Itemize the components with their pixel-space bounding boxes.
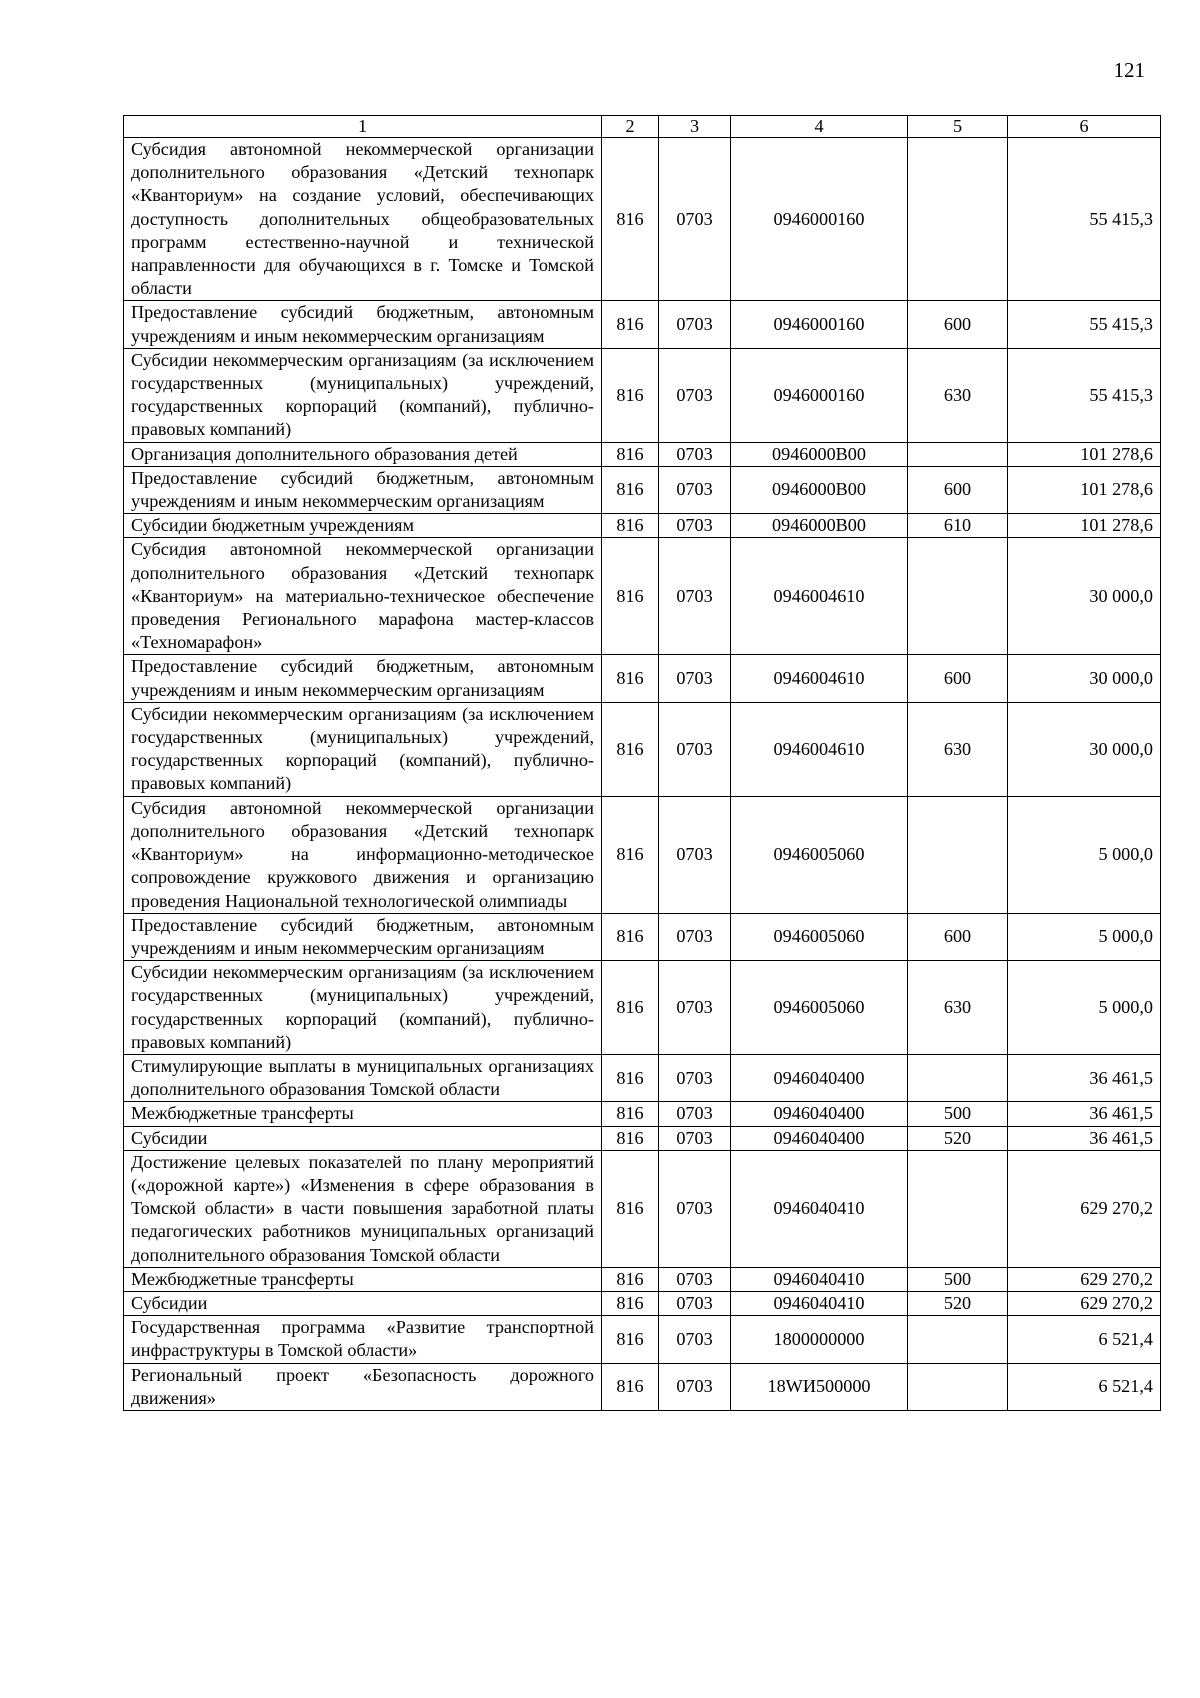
ministry-code-cell: 816 xyxy=(602,1363,659,1410)
expense-type-cell xyxy=(908,1363,1008,1410)
item-name-cell: Субсидия автономной некоммерческой организации дополнительного образования «Детский технопарк «Кванториум» на материально-техническое обеспечение проведения Регионального марафона мастер-классов «Техномарафон» xyxy=(124,538,602,655)
section-code-cell: 0703 xyxy=(659,796,731,913)
budget-table xyxy=(123,115,1161,1411)
item-name-cell: Предоставление субсидий бюджетным, автономным учреждениям и иным некоммерческим организациям xyxy=(124,655,602,702)
amount-cell: 55 415,3 xyxy=(1008,138,1161,301)
ministry-code-cell: 816 xyxy=(602,1102,659,1126)
expense-type-cell: 630 xyxy=(908,961,1008,1055)
target-article-cell: 0946040410 xyxy=(731,1150,908,1267)
amount-cell: 36 461,5 xyxy=(1008,1126,1161,1150)
ministry-code-cell: 816 xyxy=(602,961,659,1055)
table-row xyxy=(124,702,1161,796)
section-code-cell: 0703 xyxy=(659,1102,731,1126)
target-article-cell: 0946004610 xyxy=(731,655,908,702)
target-article-cell: 0946040410 xyxy=(731,1291,908,1315)
ministry-code-cell: 816 xyxy=(602,913,659,960)
expense-type-cell xyxy=(908,442,1008,466)
section-code-cell: 0703 xyxy=(659,913,731,960)
expense-type-cell xyxy=(908,796,1008,913)
expense-type-cell xyxy=(908,1150,1008,1267)
section-code-cell: 0703 xyxy=(659,514,731,538)
expense-type-cell: 520 xyxy=(908,1291,1008,1315)
target-article-cell: 0946040400 xyxy=(731,1054,908,1101)
ministry-code-cell: 816 xyxy=(602,514,659,538)
section-code-cell: 0703 xyxy=(659,301,731,348)
ministry-code-cell: 816 xyxy=(602,301,659,348)
amount-cell: 101 278,6 xyxy=(1008,442,1161,466)
amount-cell: 36 461,5 xyxy=(1008,1102,1161,1126)
header-cell-3: 3 xyxy=(659,116,731,138)
section-code-cell: 0703 xyxy=(659,348,731,442)
amount-cell: 629 270,2 xyxy=(1008,1267,1161,1291)
amount-cell: 30 000,0 xyxy=(1008,538,1161,655)
item-name-cell: Предоставление субсидий бюджетным, автономным учреждениям и иным некоммерческим организациям xyxy=(124,913,602,960)
amount-cell: 36 461,5 xyxy=(1008,1054,1161,1101)
expense-type-cell: 600 xyxy=(908,655,1008,702)
item-name-cell: Стимулирующие выплаты в муниципальных организациях дополнительного образования Томской области xyxy=(124,1054,602,1101)
table-row xyxy=(124,655,1161,702)
ministry-code-cell: 816 xyxy=(602,1316,659,1363)
table-row xyxy=(124,514,1161,538)
ministry-code-cell: 816 xyxy=(602,1150,659,1267)
ministry-code-cell: 816 xyxy=(602,1291,659,1315)
expense-type-cell xyxy=(908,1054,1008,1101)
amount-cell: 5 000,0 xyxy=(1008,796,1161,913)
table-row xyxy=(124,1291,1161,1315)
item-name-cell: Субсидии xyxy=(124,1291,602,1315)
target-article-cell: 0946000В00 xyxy=(731,442,908,466)
section-code-cell: 0703 xyxy=(659,1363,731,1410)
target-article-cell: 0946000160 xyxy=(731,301,908,348)
table-row xyxy=(124,961,1161,1055)
section-code-cell: 0703 xyxy=(659,655,731,702)
amount-cell: 6 521,4 xyxy=(1008,1363,1161,1410)
table-row xyxy=(124,538,1161,655)
target-article-cell: 0946000В00 xyxy=(731,514,908,538)
amount-cell: 30 000,0 xyxy=(1008,702,1161,796)
page-number: 121 xyxy=(1113,58,1145,82)
ministry-code-cell: 816 xyxy=(602,466,659,513)
table-row xyxy=(124,796,1161,913)
header-cell-1: 1 xyxy=(124,116,602,138)
item-name-cell: Субсидии некоммерческим организациям (за исключением государственных (муниципальных) учреждений, государственных корпораций (компаний), публично-правовых компаний) xyxy=(124,961,602,1055)
item-name-cell: Субсидии некоммерческим организациям (за исключением государственных (муниципальных) учреждений, государственных корпораций (компаний), публично-правовых компаний) xyxy=(124,348,602,442)
expense-type-cell: 630 xyxy=(908,348,1008,442)
section-code-cell: 0703 xyxy=(659,1316,731,1363)
expense-type-cell: 520 xyxy=(908,1126,1008,1150)
target-article-cell: 0946005060 xyxy=(731,796,908,913)
table-row xyxy=(124,466,1161,513)
ministry-code-cell: 816 xyxy=(602,538,659,655)
expense-type-cell: 630 xyxy=(908,702,1008,796)
table-body xyxy=(124,116,1161,1411)
target-article-cell: 0946040400 xyxy=(731,1102,908,1126)
section-code-cell: 0703 xyxy=(659,961,731,1055)
ministry-code-cell: 816 xyxy=(602,138,659,301)
table-row xyxy=(124,1316,1161,1363)
section-code-cell: 0703 xyxy=(659,442,731,466)
amount-cell: 55 415,3 xyxy=(1008,301,1161,348)
section-code-cell: 0703 xyxy=(659,138,731,301)
header-cell-4: 4 xyxy=(731,116,908,138)
ministry-code-cell: 816 xyxy=(602,348,659,442)
amount-cell: 30 000,0 xyxy=(1008,655,1161,702)
item-name-cell: Субсидии некоммерческим организациям (за исключением государственных (муниципальных) учреждений, государственных корпораций (компаний), публично-правовых компаний) xyxy=(124,702,602,796)
ministry-code-cell: 816 xyxy=(602,1126,659,1150)
ministry-code-cell: 816 xyxy=(602,1267,659,1291)
section-code-cell: 0703 xyxy=(659,1150,731,1267)
target-article-cell: 0946000В00 xyxy=(731,466,908,513)
expense-type-cell: 600 xyxy=(908,466,1008,513)
ministry-code-cell: 816 xyxy=(602,702,659,796)
item-name-cell: Межбюджетные трансферты xyxy=(124,1267,602,1291)
expense-type-cell: 500 xyxy=(908,1267,1008,1291)
table-row xyxy=(124,1102,1161,1126)
amount-cell: 5 000,0 xyxy=(1008,913,1161,960)
item-name-cell: Предоставление субсидий бюджетным, автономным учреждениям и иным некоммерческим организациям xyxy=(124,466,602,513)
item-name-cell: Организация дополнительного образования детей xyxy=(124,442,602,466)
expense-type-cell: 600 xyxy=(908,301,1008,348)
table-row xyxy=(124,442,1161,466)
header-cell-2: 2 xyxy=(602,116,659,138)
amount-cell: 101 278,6 xyxy=(1008,514,1161,538)
section-code-cell: 0703 xyxy=(659,1291,731,1315)
section-code-cell: 0703 xyxy=(659,1126,731,1150)
target-article-cell: 0946040410 xyxy=(731,1267,908,1291)
section-code-cell: 0703 xyxy=(659,1267,731,1291)
item-name-cell: Субсидии xyxy=(124,1126,602,1150)
item-name-cell: Предоставление субсидий бюджетным, автономным учреждениям и иным некоммерческим организациям xyxy=(124,301,602,348)
expense-type-cell: 600 xyxy=(908,913,1008,960)
ministry-code-cell: 816 xyxy=(602,1054,659,1101)
expense-type-cell xyxy=(908,1316,1008,1363)
amount-cell: 629 270,2 xyxy=(1008,1291,1161,1315)
item-name-cell: Межбюджетные трансферты xyxy=(124,1102,602,1126)
expense-type-cell: 500 xyxy=(908,1102,1008,1126)
item-name-cell: Государственная программа «Развитие транспортной инфраструктуры в Томской области» xyxy=(124,1316,602,1363)
amount-cell: 55 415,3 xyxy=(1008,348,1161,442)
item-name-cell: Субсидии бюджетным учреждениям xyxy=(124,514,602,538)
ministry-code-cell: 816 xyxy=(602,655,659,702)
section-code-cell: 0703 xyxy=(659,702,731,796)
item-name-cell: Региональный проект «Безопасность дорожного движения» xyxy=(124,1363,602,1410)
table-row xyxy=(124,1267,1161,1291)
target-article-cell: 1800000000 xyxy=(731,1316,908,1363)
table-row xyxy=(124,348,1161,442)
item-name-cell: Достижение целевых показателей по плану мероприятий («дорожной карте») «Изменения в сфере образования в Томской области» в части повышения заработной платы педагогических работников муниципальных организаций дополнительного образования Томской области xyxy=(124,1150,602,1267)
item-name-cell: Субсидия автономной некоммерческой организации дополнительного образования «Детский технопарк «Кванториум» на информационно-методическое сопровождение кружкового движения и организацию проведения Национальной технологической олимпиады xyxy=(124,796,602,913)
expense-type-cell: 610 xyxy=(908,514,1008,538)
target-article-cell: 0946004610 xyxy=(731,538,908,655)
target-article-cell: 0946005060 xyxy=(731,961,908,1055)
amount-cell: 101 278,6 xyxy=(1008,466,1161,513)
section-code-cell: 0703 xyxy=(659,538,731,655)
target-article-cell: 0946004610 xyxy=(731,702,908,796)
table-row xyxy=(124,1150,1161,1267)
amount-cell: 5 000,0 xyxy=(1008,961,1161,1055)
expense-type-cell xyxy=(908,538,1008,655)
target-article-cell: 0946000160 xyxy=(731,138,908,301)
header-cell-5: 5 xyxy=(908,116,1008,138)
amount-cell: 629 270,2 xyxy=(1008,1150,1161,1267)
item-name-cell: Субсидия автономной некоммерческой организации дополнительного образования «Детский технопарк «Кванториум» на создание условий, обеспечивающих доступность дополнительных общеобразовательных программ естественно-научной и технической направленности для обучающихся в г. Томске и Томской области xyxy=(124,138,602,301)
amount-cell: 6 521,4 xyxy=(1008,1316,1161,1363)
section-code-cell: 0703 xyxy=(659,466,731,513)
ministry-code-cell: 816 xyxy=(602,442,659,466)
table-row xyxy=(124,913,1161,960)
table-row xyxy=(124,1126,1161,1150)
table-row xyxy=(124,1054,1161,1101)
target-article-cell: 0946000160 xyxy=(731,348,908,442)
target-article-cell: 18WИ500000 xyxy=(731,1363,908,1410)
ministry-code-cell: 816 xyxy=(602,796,659,913)
section-code-cell: 0703 xyxy=(659,1054,731,1101)
header-cell-6: 6 xyxy=(1008,116,1161,138)
target-article-cell: 0946040400 xyxy=(731,1126,908,1150)
table-row xyxy=(124,301,1161,348)
target-article-cell: 0946005060 xyxy=(731,913,908,960)
table-row xyxy=(124,138,1161,301)
table-header-row xyxy=(124,116,1161,138)
table-row xyxy=(124,1363,1161,1410)
expense-type-cell xyxy=(908,138,1008,301)
